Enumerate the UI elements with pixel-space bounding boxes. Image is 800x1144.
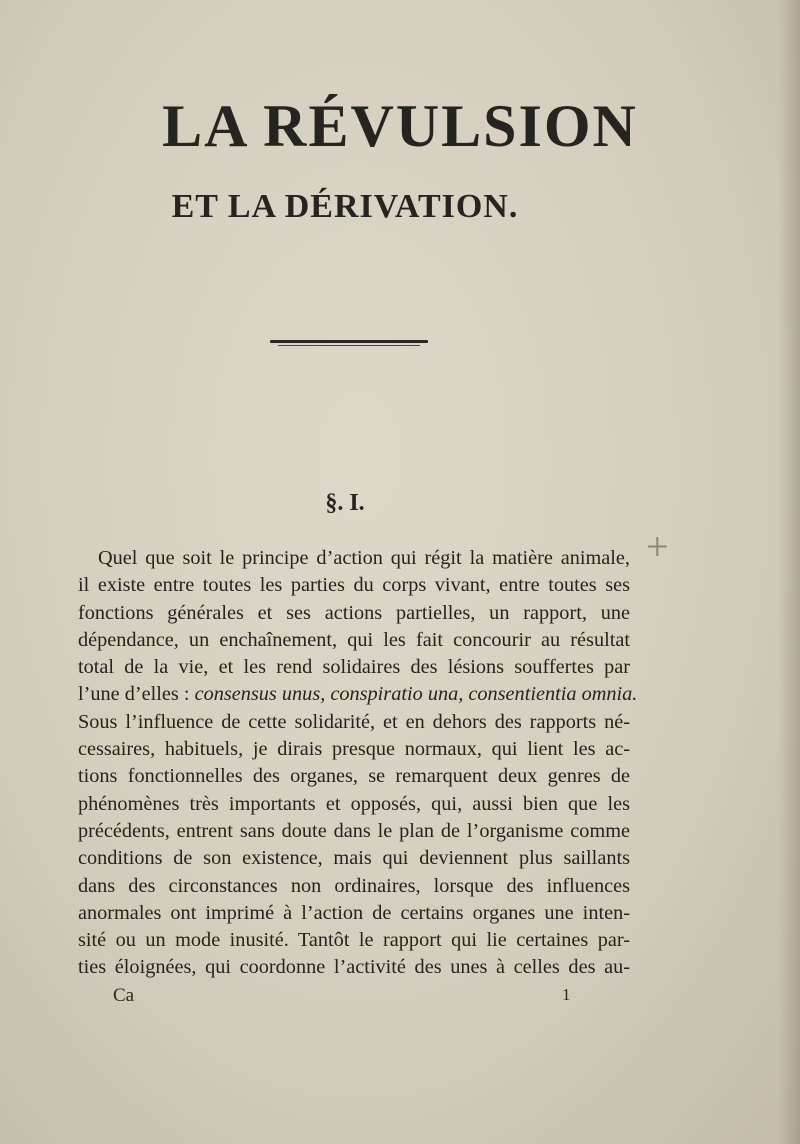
body-line: phénomènes très importants et opposés, qui, aussi bien que les xyxy=(78,792,630,815)
decorative-rule xyxy=(270,340,428,343)
title-line-1: LA RÉVULSION xyxy=(162,93,638,159)
title-line-2: ET LA DÉRIVATION. xyxy=(171,188,519,225)
body-line: il existe entre toutes les parties du corps vivant, entre toutes ses xyxy=(78,574,630,597)
signature-mark: Ca xyxy=(113,985,135,1006)
body-line-with-quote xyxy=(78,681,638,708)
body-line: précédents, entrent sans doute dans le plan de l’organisme comme xyxy=(78,819,630,842)
decorative-rule-thin xyxy=(278,345,420,346)
body-line: ties éloignées, qui coordonne l’activité des unes à celles des au- xyxy=(78,956,630,979)
body-line: fonctions générales et ses actions partielles, un rapport, une xyxy=(78,601,630,624)
body-text xyxy=(78,545,638,982)
margin-plus-annotation: + xyxy=(646,524,669,569)
body-line: dans des circonstances non ordinaires, lorsque des influences xyxy=(78,874,630,897)
body-line: Sous l’influence de cette solidarité, et en dehors des rapports né- xyxy=(78,710,630,733)
page-number: 1 xyxy=(562,985,571,1004)
body-line: Quel que soit le principe d’action qui régit la matière animale, xyxy=(98,547,630,569)
body-line: sité ou un mode inusité. Tantôt le rapport qui lie certaines par- xyxy=(78,929,630,952)
body-line: anormales ont imprimé à l’action de certains organes une inten- xyxy=(78,901,630,924)
body-line: conditions de son existence, mais qui deviennent plus saillants xyxy=(78,847,630,870)
latin-quote: consensus unus, conspiratio una, consentientia omnia. xyxy=(194,683,638,706)
page-edge-shadow xyxy=(778,0,800,1144)
body-line: total de la vie, et les rend solidaires des lésions souffertes par xyxy=(78,656,630,679)
body-line: dépendance, un enchaînement, qui les fait concourir au résultat xyxy=(78,628,630,651)
body-line-lead: l’une d’elles : xyxy=(78,683,195,706)
body-line: tions fonctionnelles des organes, se remarquent deux genres de xyxy=(78,765,630,788)
body-line: cessaires, habituels, je dirais presque normaux, qui lient les ac- xyxy=(78,738,630,761)
section-heading: §. I. xyxy=(325,490,365,516)
